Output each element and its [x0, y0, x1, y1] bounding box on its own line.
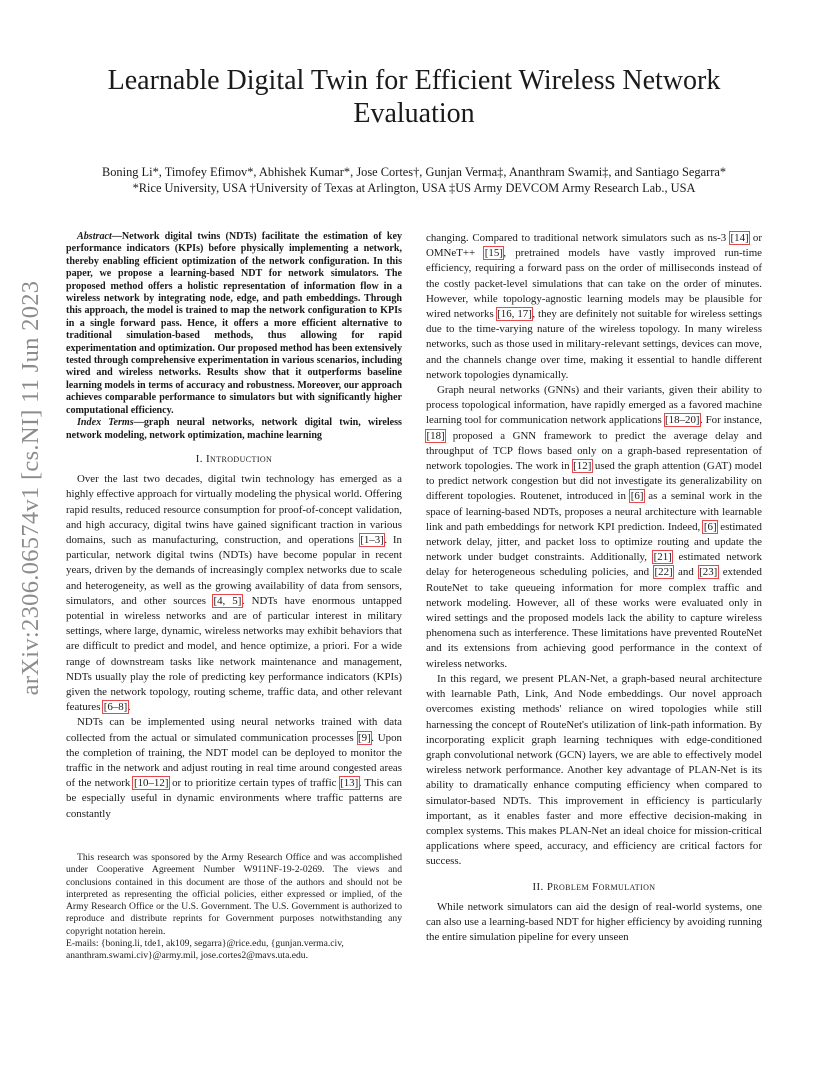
abstract-text: —Network digital twins (NDTs) facilitate the estimation of key performance indicators (KPIs) before physically implementing a network, thereby enabling efficient optimization of the network configuration. In this paper, we propose a learning-based NDT for network simulators. The proposed method offers a holistic representation of information flow in a wireless network by integrating node, edge, and path embeddings. Through this approach, the model is trained to map the network configuration to KPIs in a single forward pass. Hence, it offers a more efficient alternative to traditional simulation-based methods, thus allowing for rapid experimentation and optimization. Our proposed method has been extensively tested through comprehensive experimentation in various scenarios, including wired and wireless networks. Results show that it outperforms baseline learning models in terms of accuracy and robustness. Moreover, our approach achieves comparable performance to simulators but with significantly higher computational efficiency. — [66, 231, 402, 416]
section-number: I. — [195, 452, 203, 465]
body-paragraph — [426, 231, 762, 383]
paragraph-text: While network simulators can aid the design of real-world systems, one can also use a learning-based NDT for higher efficiency by avoiding running the entire simulation pipeline for every unseen — [426, 900, 762, 944]
citation-link[interactable]: [4, 5] — [213, 594, 242, 607]
paragraph-text: used the graph attention (GAT) model to predict network congestion but did not investigate its generalizability on different topologies. Routenet, introduced in — [426, 460, 762, 503]
paragraph-text: , they are definitely not suitable for wireless settings due to the time-varying nature of the wireless topology. In many wireless networks, such as those used in military-relevant settings, devices can move, and the channels change over time, making it essential to handle different network topologies dynamically. — [426, 308, 762, 381]
citation-link[interactable]: [18–20] — [665, 414, 700, 427]
author-block — [40, 164, 788, 196]
paragraph-text: . NDTs have enormous untapped potential in wireless networks and are of particular interest in military settings, where large, dynamic, wireless networks may exhibit behaviors that are difficult to predict and model, and hence optimize, a priori. For a wide range of downstream tasks like network maintenance and management, NDTs usually play the role of predicting key performance indicators (KPIs) given the network topology, routing scheme, traffic data, and other relevant features — [66, 594, 402, 714]
paragraph-text: . For instance, — [700, 414, 763, 427]
citation-link[interactable]: [9] — [358, 731, 371, 744]
right-column — [426, 231, 762, 945]
problem-formulation-body — [426, 900, 762, 946]
citation-link[interactable]: [23] — [699, 566, 718, 579]
citation-link[interactable]: [12] — [573, 460, 592, 473]
citation-link[interactable]: [21] — [653, 551, 672, 564]
footnote — [66, 852, 402, 963]
paragraph-text: or OMNeT++ — [426, 232, 762, 260]
abstract-label: Abstract — [77, 231, 112, 242]
paragraph-text: estimated network delay, jitter, and packet loss to optimize routing and update the network under budget constraints. Additionally, — [426, 520, 762, 564]
paragraph-text: extended RouteNet to take queueing information for more complex traffic and network modeling. However, all of these works were evaluated only in wired settings and the proposed models lack the ability to capture wireless phenomena such as interference. These limitations have prevented RouteNet and its extensions from achieving good performance in the context of wireless networks. — [426, 566, 763, 670]
paragraph-text: changing. Compared to traditional network simulators such as ns-3 — [426, 232, 730, 244]
paragraph-text: . This can be especially useful in dynamic environments where traffic patterns are constantly — [66, 777, 403, 820]
abstract — [66, 231, 402, 417]
arxiv-identifier: arXiv:2306.06574v1 [cs.NI] 11 Jun 2023 — [17, 280, 44, 696]
paragraph-text: or to prioritize certain types of traffic — [168, 777, 340, 790]
index-terms-label: Index Terms — [77, 417, 134, 429]
paragraph-text: proposed a GNN framework to predict the average delay and throughput of TCP flows based only on a graph-based representation of network topologies. The work in — [426, 429, 762, 473]
index-terms — [66, 417, 402, 442]
body-paragraph — [66, 472, 402, 715]
paragraph-text: . — [127, 701, 131, 714]
citation-link[interactable]: [16, 17] — [497, 308, 532, 321]
introduction-body — [66, 472, 402, 822]
section-number: II. — [532, 880, 544, 893]
introduction-body-continued — [426, 231, 762, 870]
paper-title: Learnable Digital Twin for Efficient Wireless Network Evaluation — [107, 65, 721, 129]
section-heading-introduction — [66, 452, 402, 467]
citation-link[interactable]: [10–12] — [133, 777, 169, 790]
citation-link[interactable]: [13] — [340, 777, 359, 790]
body-paragraph — [426, 672, 762, 870]
paragraph-text: NDTs can be implemented using neural networks trained with data collected from the actual or simulated communication processes — [66, 716, 402, 744]
paragraph-text: as a seminal work in the space of learning-based NDTs, proposes a neural architecture with learnable link and path embeddings for network KPI prediction. Indeed, — [426, 490, 763, 533]
section-heading-problem-formulation — [426, 880, 762, 895]
citation-link[interactable]: [14] — [730, 232, 749, 244]
citation-link[interactable]: [6] — [630, 490, 644, 503]
body-paragraph — [426, 383, 762, 672]
paragraph-text: . In particular, network digital twins (NDTs) have become popular in recent years, driven by the demands of increasingly complex networks due to scale and heterogeneity, as well as the growing availability of data from sensors, simulators, and other sources — [66, 533, 402, 607]
paragraph-text: Graph neural networks (GNNs) and their variants, given their ability to process topological information, have rapidly emerged as a favored machine learning tool for communication network applications — [426, 384, 762, 427]
paragraph-text: Over the last two decades, digital twin technology has emerged as a highly effective approach for virtually modeling the physical world. Offering rapid results, reduced resource consumption for proof-of-concept validation, and high accuracy, digital twins have gained significant traction in various domains, such as manufacturing, construction, and operations — [66, 473, 402, 546]
body-paragraph — [426, 900, 762, 946]
paragraph-text: In this regard, we present PLAN-Net, a graph-based neural architecture with learnable Path, Link, And Node embeddings. Our novel approach overcomes existing methods' reliance on wired topologies while still harnessing the concept of RouteNet's utilization of link-path information. By incorporating explicit graph learning techniques with edge-conditioned graph convolutional network (GCN) layers, we are able to effectively model wireless network performance. Another key advantage of PLAN-Net is its ability to dramatically enhance computing efficiency when compared to simulator-based NDTs. This improvement in efficiency is particularly important, as it enables faster and more effective decision-making in complex systems. This makes PLAN-Net an ideal choice for mission-critical applications where speed, accuracy, and efficiency are critical factors for success. — [426, 672, 762, 868]
sponsor-note: This research was sponsored by the Army Research Office and was accomplished under Cooperative Agreement Number W911NF-19-2-0269. The views and conclusions contained in this document are those of the authors and should not be interpreted as representing the official policies, either expressed or implied, of the Army Research Office or the U.S. Government. The U.S. Government is authorized to reproduce and distribute reprints for Government purposes notwithstanding any copyright notation herein. — [66, 852, 402, 937]
author-emails: E-mails: {boning.li, tde1, ak109, segarra}@rice.edu, {gunjan.verma.civ, ananthram.swami.civ}@army.mil, jose.cortes2@mavs.uta.edu. — [66, 938, 344, 962]
author-names: Boning Li*, Timofey Efimov*, Abhishek Kumar*, Jose Cortes†, Gunjan Verma‡, Ananthram Swami‡, and Santiago Segarra* — [101, 165, 727, 179]
citation-link[interactable]: [6] — [703, 520, 717, 533]
arxiv-side-stamp — [13, 280, 49, 696]
citation-link[interactable]: [1–3] — [360, 533, 384, 546]
citation-link[interactable]: [15] — [484, 247, 503, 260]
paragraph-text: estimated network delay for heterogeneous scheduling policies, and — [426, 551, 762, 579]
paragraph-text: , pretrained models have vastly improved run-time efficiency, requiring a forward pass on the order of milliseconds instead of the costly packet-level simulations that can take on the order of minutes. However, while topology-agnostic learning models may be plausible for wired networks — [426, 247, 762, 321]
author-affiliations: *Rice University, USA †University of Texas at Arlington, USA ‡US Army DEVCOM Army Research Lab., USA — [132, 181, 696, 195]
citation-link[interactable]: [22] — [654, 566, 673, 579]
section-title: Problem Formulation — [546, 880, 656, 893]
paragraph-text: and — [673, 566, 699, 579]
citation-link[interactable]: [18] — [426, 429, 445, 442]
body-paragraph — [66, 715, 402, 821]
citation-link[interactable]: [6–8] — [103, 701, 128, 714]
index-terms-text: —graph neural networks, network digital twin, wireless network modeling, network optimization, machine learning — [66, 417, 402, 441]
section-title: Introduction — [206, 452, 273, 465]
left-column — [66, 231, 402, 822]
paragraph-text: . Upon the completion of training, the NDT model can be deployed to monitor the traffic in the network and adjust routing in real time around congested areas of the network — [66, 731, 402, 790]
